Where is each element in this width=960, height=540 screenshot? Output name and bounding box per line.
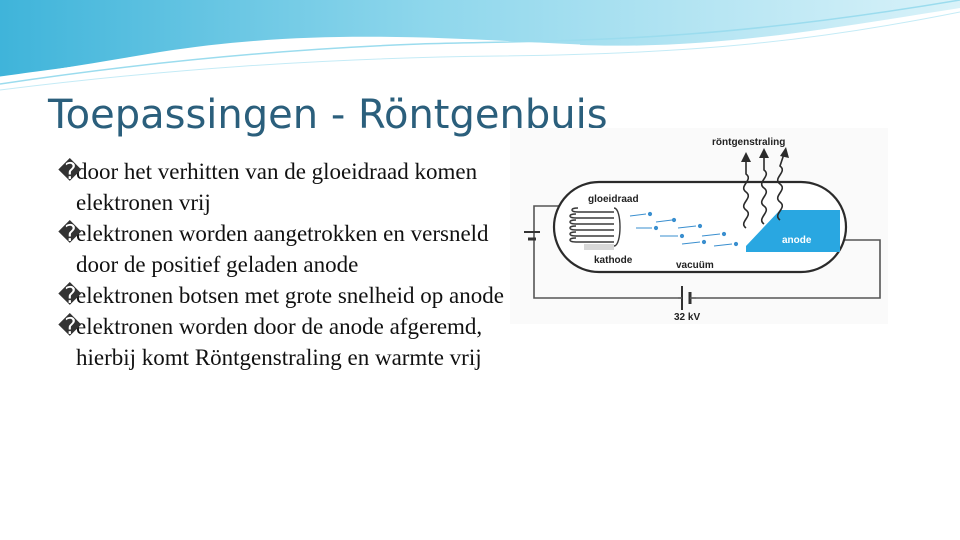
decorative-wave-header	[0, 0, 960, 100]
bullet-item	[58, 280, 518, 311]
bullet-mark: �	[58, 159, 82, 184]
bullet-text: elektronen worden door de anode afgeremd, hierbij komt Röntgenstraling en warmte vrij	[76, 314, 483, 370]
slide-title: Toepassingen - Röntgenbuis	[48, 92, 608, 138]
bullet-item	[58, 311, 518, 373]
bullet-mark: �	[58, 283, 82, 308]
cathode-shield	[584, 244, 614, 250]
filament-supply-icon	[524, 232, 540, 239]
bullet-text: elektronen worden aangetrokken en versneld door de positief geladen anode	[76, 221, 489, 277]
bullet-text: elektronen botsen met grote snelheid op anode	[76, 283, 504, 308]
label-filament: gloeidraad	[588, 194, 639, 205]
bullet-text: door het verhitten van de gloeidraad komen elektronen vrij	[76, 159, 478, 215]
voltage-source-icon	[678, 286, 696, 310]
label-radiation: röntgenstraling	[712, 137, 786, 148]
bullet-item	[58, 218, 518, 280]
bullet-mark: �	[58, 221, 82, 246]
bullet-mark: �	[58, 314, 82, 339]
x-ray-tube-diagram	[510, 128, 888, 324]
label-voltage: 32 kV	[674, 312, 701, 323]
label-cathode: kathode	[594, 255, 633, 266]
bullet-item	[58, 156, 518, 218]
label-vacuum: vacuüm	[676, 260, 714, 271]
bullet-list	[58, 156, 518, 373]
label-anode: anode	[782, 235, 812, 246]
